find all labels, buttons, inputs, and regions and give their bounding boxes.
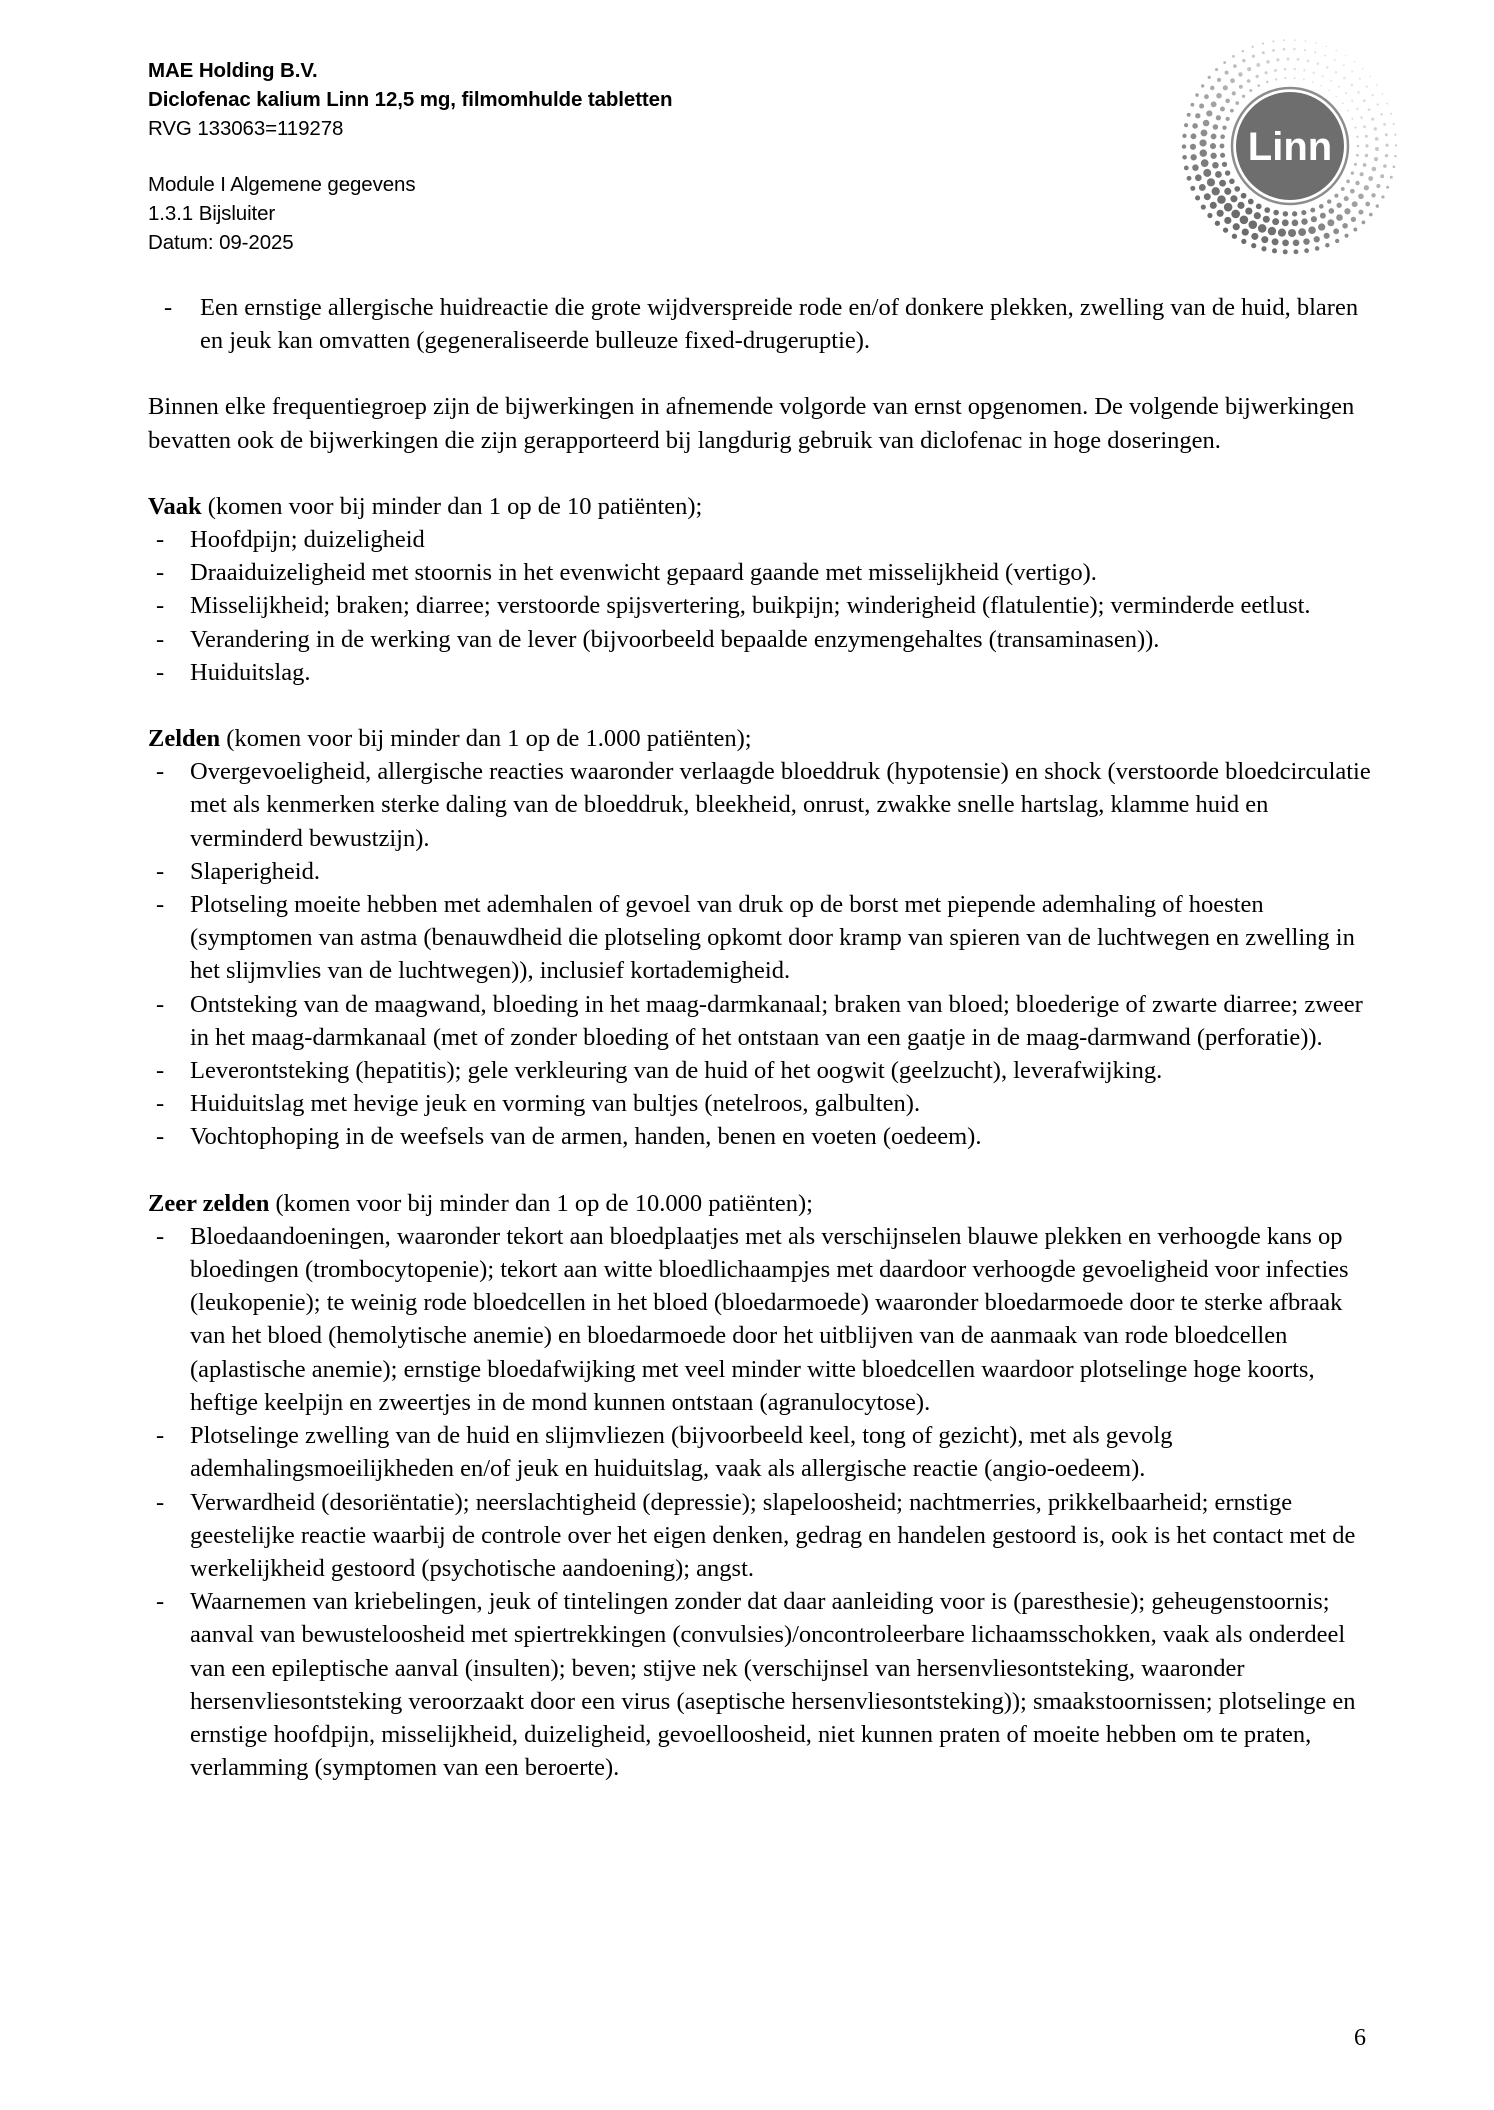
list-item: - Vochtophoping in de weefsels van de armen, handen, benen en voeten (oedeem). bbox=[148, 1120, 1376, 1153]
header-gap bbox=[148, 143, 1376, 170]
document-header bbox=[148, 56, 1376, 257]
product-name: Diclofenac kalium Linn 12,5 mg, filmomhulde tabletten bbox=[148, 88, 673, 111]
spacer bbox=[148, 1154, 1376, 1187]
list-item: - Verwardheid (desoriëntatie); neerslachtigheid (depressie); slapeloosheid; nachtmerries, prikkelbaarheid; ernstige geestelijke reactie waarbij de controle over het eigen denken, gedrag en handelen gestoord is, ook is het contact met de werkelijkheid gestoord (psychotische aandoening); angst. bbox=[148, 1486, 1376, 1586]
module-label: Module I Algemene gegevens bbox=[148, 173, 416, 196]
section-heading-zelden bbox=[148, 722, 1376, 755]
list-item: - Waarnemen van kriebelingen, jeuk of tintelingen zonder dat daar aanleiding voor is (paresthesie); geheugenstoornis; aanval van bewusteloosheid met spiertrekkingen (convulsies)/oncontroleerbare lichaamsschokken, vaak als onderdeel van een epileptische aanval (insulten); beven; stijve nek (verschijnsel van hersenvliesontsteking, waaronder hersenvliesontsteking veroorzaakt door een virus (aseptische hersenvliesontsteking)); smaakstoornissen; plotselinge en ernstige hoofdpijn, misselijkheid, duizeligheid, gevoelloosheid, niet kunnen praten of moeite hebben om te praten, verlamming (symptomen van een beroerte). bbox=[148, 1585, 1376, 1784]
list-item: - Overgevoeligheid, allergische reacties waaronder verlaagde bloeddruk (hypotensie) en shock (verstoorde bloedcirculatie met als kenmerken sterke daling van de bloeddruk, bleekheid, onrust, zwakke snelle hartslag, klamme huid en verminderd bewustzijn). bbox=[148, 755, 1376, 855]
spacer bbox=[148, 457, 1376, 490]
section-qualifier: (komen voor bij minder dan 1 op de 1.000 patiënten); bbox=[220, 725, 752, 753]
company-name: MAE Holding B.V. bbox=[148, 59, 318, 82]
section-title: Vaak bbox=[148, 492, 202, 520]
section-label: 1.3.1 Bijsluiter bbox=[148, 202, 276, 225]
list-item: - Leverontsteking (hepatitis); gele verkleuring van de huid of het oogwit (geelzucht), leverafwijking. bbox=[148, 1054, 1376, 1087]
intro-bullet-list bbox=[148, 291, 1376, 357]
list-item: - Huiduitslag. bbox=[148, 656, 1376, 689]
section-list-zelden bbox=[148, 755, 1376, 1153]
spacer bbox=[148, 357, 1376, 390]
section-qualifier: (komen voor bij minder dan 1 op de 10 patiënten); bbox=[201, 492, 703, 520]
list-item: - Een ernstige allergische huidreactie die grote wijdverspreide rode en/of donkere plekken, zwelling van de huid, blaren en jeuk kan omvatten (gegeneraliseerde bulleuze fixed-drugeruptie). bbox=[148, 291, 1376, 357]
list-item: - Bloedaandoeningen, waaronder tekort aan bloedplaatjes met als verschijnselen blauwe plekken en verhoogde kans op bloedingen (trombocytopenie); tekort aan witte bloedlichaampjes met daardoor verhoogde gevoeligheid voor infecties (leukopenie); te weinig rode bloedcellen in het bloed (bloedarmoede) waaronder bloedarmoede door te sterke afbraak van het bloed (hemolytische anemie) en bloedarmoede door het uitblijven van de aanmaak van rode bloedcellen (aplastische anemie); ernstige bloedafwijking met veel minder witte bloedcellen waardoor plotselinge hoge koorts, heftige keelpijn en zweertjes in de mond kunnen ontstaan (agranulocytose). bbox=[148, 1220, 1376, 1419]
date-label: Datum: 09-2025 bbox=[148, 231, 294, 254]
registration-number: RVG 133063=119278 bbox=[148, 117, 344, 140]
list-item: - Huiduitslag met hevige jeuk en vorming van bultjes (netelroos, galbulten). bbox=[148, 1087, 1376, 1120]
page-number: 6 bbox=[1354, 2025, 1366, 2051]
section-heading-zeer-zelden bbox=[148, 1187, 1376, 1220]
section-list-zeer-zelden bbox=[148, 1220, 1376, 1784]
list-item: - Ontsteking van de maagwand, bloeding in het maag-darmkanaal; braken van bloed; bloederige of zwarte diarree; zweer in het maag-darmkanaal (met of zonder bloeding of het ontstaan van een gaatje in de maag-darmwand (perforatie)). bbox=[148, 988, 1376, 1054]
list-item: - Misselijkheid; braken; diarree; verstoorde spijsvertering, buikpijn; winderigheid (flatulentie); verminderde eetlust. bbox=[148, 589, 1376, 622]
list-item: - Plotseling moeite hebben met ademhalen of gevoel van druk op de borst met piepende ademhaling of hoesten (symptomen van astma (benauwdheid die plotseling opkomt door kramp van spieren van de luchtwegen en zwelling in het slijmvlies van de luchtwegen)), inclusief kortademigheid. bbox=[148, 888, 1376, 988]
list-item: - Draaiduizeligheid met stoornis in het evenwicht gepaard gaande met misselijkheid (vertigo). bbox=[148, 556, 1376, 589]
section-title: Zeer zelden bbox=[148, 1189, 270, 1217]
section-qualifier: (komen voor bij minder dan 1 op de 10.000 patiënten); bbox=[269, 1189, 813, 1217]
list-item: - Plotselinge zwelling van de huid en slijmvliezen (bijvoorbeeld keel, tong of gezicht), met als gevolg ademhalingsmoeilijkheden en/of jeuk en huiduitslag, vaak als allergische reactie (angio-oedeem). bbox=[148, 1419, 1376, 1485]
section-heading-vaak bbox=[148, 490, 1376, 523]
section-list-vaak bbox=[148, 523, 1376, 689]
intro-paragraph: Binnen elke frequentiegroep zijn de bijwerkingen in afnemende volgorde van ernst opgenomen. De volgende bijwerkingen bevatten ook de bijwerkingen die zijn gerapporteerd bij langdurig gebruik van diclofenac in hoge doseringen. bbox=[148, 393, 1355, 454]
list-item: - Slaperigheid. bbox=[148, 855, 1376, 888]
spacer bbox=[148, 689, 1376, 722]
document-body bbox=[148, 291, 1376, 1784]
section-title: Zelden bbox=[148, 725, 221, 753]
logo-label: Linn bbox=[1247, 125, 1333, 169]
list-item: - Hoofdpijn; duizeligheid bbox=[148, 523, 1376, 556]
list-item: - Verandering in de werking van de lever (bijvoorbeeld bepaalde enzymengehaltes (transaminasen)). bbox=[148, 623, 1376, 656]
